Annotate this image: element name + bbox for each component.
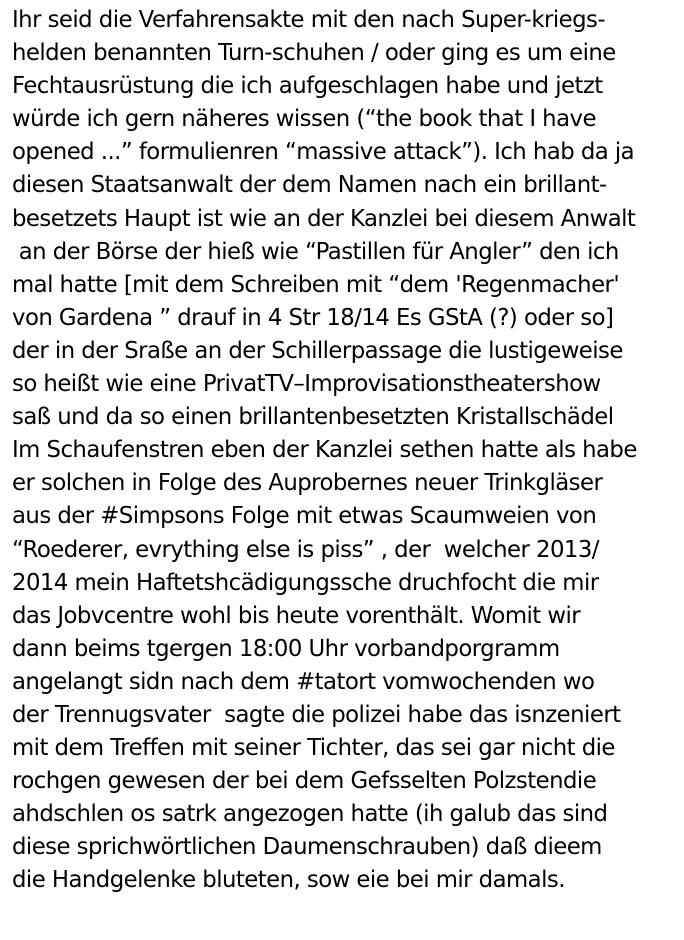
- text-line: mit dem Treffen mit seiner Tichter, das sei gar nicht die: [12, 735, 615, 762]
- text-line: der in der Sraße an der Schillerpassage die lustigeweise: [12, 337, 623, 364]
- text-line: die Handgelenke bluteten, sow eie bei mir damals.: [12, 867, 565, 894]
- text-line: von Gardena ” drauf in 4 Str 18/14 Es GStA (?) oder so]: [12, 304, 614, 331]
- text-line: opened ...” formulienren “massive attack”). Ich hab da ja: [12, 139, 635, 166]
- text-line: besetzets Haupt ist wie an der Kanzlei bei diesem Anwalt: [12, 205, 636, 232]
- text-line: saß und da so einen brillantenbesetzten Kristallschädel: [12, 404, 614, 431]
- text-line: so heißt wie eine PrivatTV–Improvisationstheatershow: [12, 371, 601, 398]
- text-line: Fechtausrüstung die ich aufgeschlagen habe und jetzt: [12, 73, 603, 100]
- text-line: ahdschlen os satrk angezogen hatte (ih galub das sind: [12, 801, 608, 828]
- text-line: diese sprichwörtlichen Daumenschrauben) daß dieem: [12, 834, 602, 861]
- text-line: Ihr seid die Verfahrensakte mit den nach Super-kriegs-: [12, 7, 606, 33]
- text-line: das Jobvcentre wohl bis heute vorenthält. Womit wir: [12, 602, 581, 629]
- text-line: “Roederer, evrything else is piss” , der welcher 2013/: [12, 536, 599, 563]
- text-line: 2014 mein Haftetshcädigungssche druchfocht die mir: [12, 569, 599, 596]
- text-line: Im Schaufenstren eben der Kanzlei sethen hatte als habe: [12, 437, 637, 464]
- text-line: der Trennugsvater sagte die polizei habe das isnzeniert: [12, 701, 621, 728]
- text-line: aus der #Simpsons Folge mit etwas Scaumweien von: [12, 503, 597, 530]
- text-line: diesen Staatsanwalt der dem Namen nach ein brillant-: [12, 172, 607, 199]
- text-line: an der Börse der hieß wie “Pastillen für Angler” den ich: [12, 238, 619, 265]
- text-line: dann beims tgergen 18:00 Uhr vorbandporgramm: [12, 635, 560, 662]
- text-line: rochgen gewesen der bei dem Gefsselten Polzstendie: [12, 768, 597, 795]
- text-line: mal hatte [mit dem Schreiben mit “dem 'Regenmacher': [12, 271, 620, 298]
- text-line: angelangt sidn nach dem #tatort vomwochenden wo: [12, 668, 595, 695]
- text-line: würde ich gern näheres wissen (“the book that I have: [12, 106, 596, 133]
- text-line: helden benannten Turn-schuhen / oder ging es um eine: [12, 40, 616, 67]
- text-line: er solchen in Folge des Auprobernes neuer Trinkgläser: [12, 470, 603, 497]
- body-text: [12, 4, 678, 898]
